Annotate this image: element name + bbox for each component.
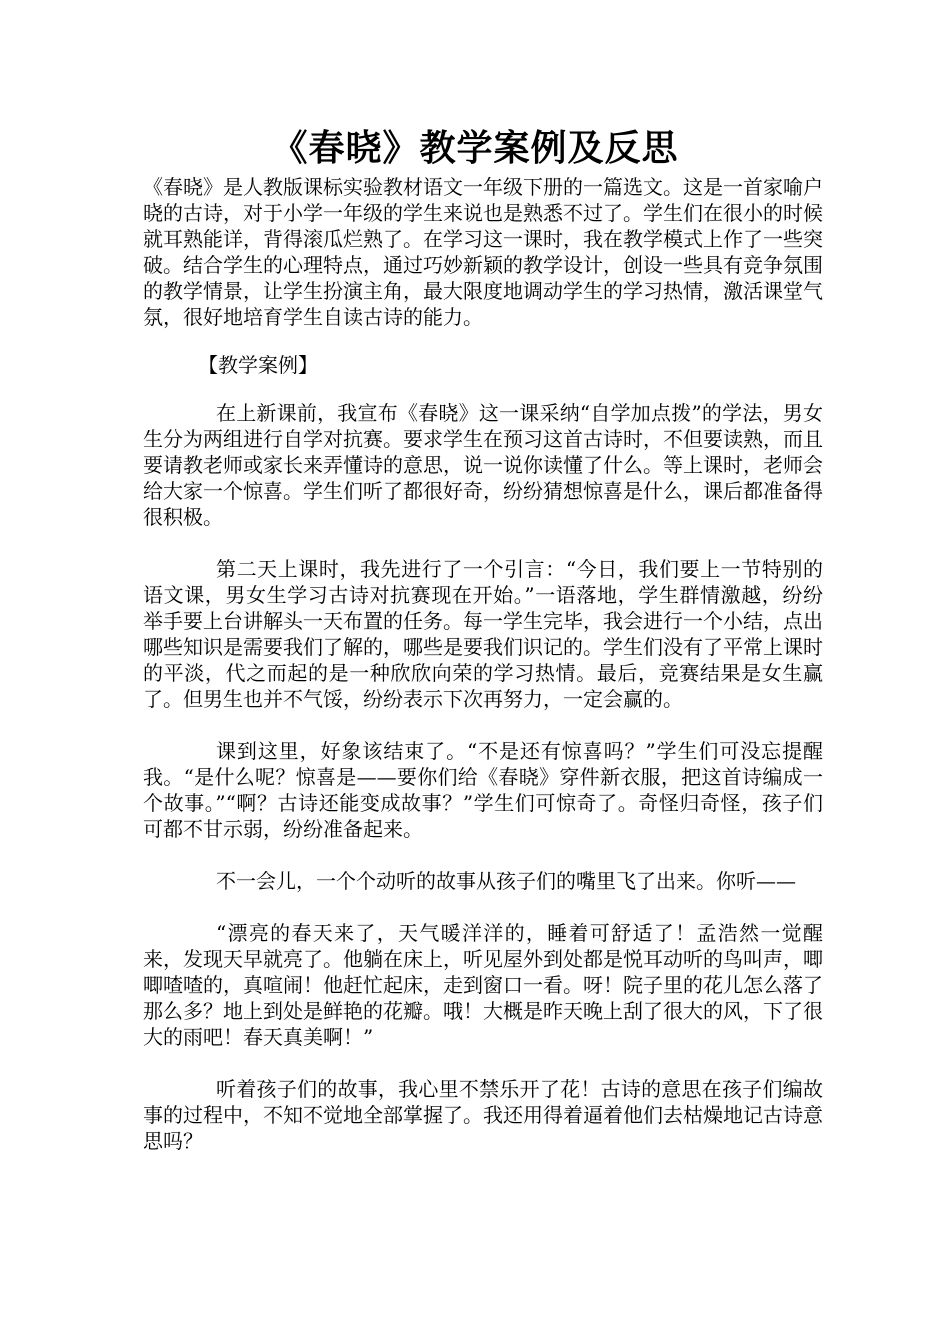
body-paragraph: 在上新课前，我宣布《春晓》这一课采纳“自学加点拨”的学法，男女生分为两组进行自学对抗赛。要求学生在预习这首古诗时，不但要读熟，而且要请教老师或家长来弄懂诗的意思，说一说你读懂了什么。等上课时，老师会给大家一个惊喜。学生们听了都很好奇，纷纷猜想惊喜是什么，课后都准备得很积极。 — [143, 401, 823, 529]
body-paragraph: 课到这里，好象该结束了。“不是还有惊喜吗？”学生们可没忘提醒我。“是什么呢？惊喜是——要你们给《春晓》穿件新衣服，把这首诗编成一个故事。”“啊？古诗还能变成故事？”学生们可惊奇了。奇怪归奇怪，孩子们可都不甘示弱，纷纷准备起来。 — [143, 739, 823, 841]
document-body — [143, 174, 823, 1180]
intro-paragraph: 《春晓》是人教版课标实验教材语文一年级下册的一篇选文。这是一首家喻户晓的古诗，对于小学一年级的学生来说也是熟悉不过了。学生们在很小的时候就耳熟能详，背得滚瓜烂熟了。在学习这一课时，我在教学模式上作了一些突破。结合学生的心理特点，通过巧妙新颖的教学设计，创设一些具有竞争氛围的教学情景，让学生扮演主角，最大限度地调动学生的学习热情，激活课堂气氛，很好地培育学生自读古诗的能力。 — [143, 175, 823, 329]
story-quote-paragraph: “漂亮的春天来了，天气暖洋洋的，睡着可舒适了！孟浩然一觉醒来，发现天早就亮了。他躺在床上，听见屋外到处都是悦耳动听的鸟叫声，唧唧喳喳的，真喧闹！他赶忙起床，走到窗口一看。呀！院子里的花儿怎么落了那么多？地上到处是鲜艳的花瓣。哦！大概是昨天晚上刮了很大的风，下了很大的雨吧！春天真美啊！” — [143, 921, 823, 1049]
body-paragraph: 听着孩子们的故事，我心里不禁乐开了花！古诗的意思在孩子们编故事的过程中，不知不觉地全部掌握了。我还用得着逼着他们去枯燥地记古诗意思吗？ — [143, 1077, 823, 1153]
section-heading: 【教学案例】 — [198, 353, 318, 377]
document-title: 《春晓》教学案例及反思 — [271, 128, 679, 169]
body-paragraph: 第二天上课时，我先进行了一个引言：“今日，我们要上一节特别的语文课，男女生学习古诗对抗赛现在开始。”一语落地，学生群情激越，纷纷举手要上台讲解头一天布置的任务。每一学生完毕，我会进行一个小结，点出哪些知识是需要我们了解的，哪些是要我们识记的。学生们没有了平常上课时的平淡，代之而起的是一种欣欣向荣的学习热情。最后，竞赛结果是女生赢了。但男生也并不气馁，纷纷表示下次再努力，一定会赢的。 — [143, 557, 823, 711]
body-paragraph: 不一会儿，一个个动听的故事从孩子们的嘴里飞了出来。你听—— — [216, 869, 796, 893]
